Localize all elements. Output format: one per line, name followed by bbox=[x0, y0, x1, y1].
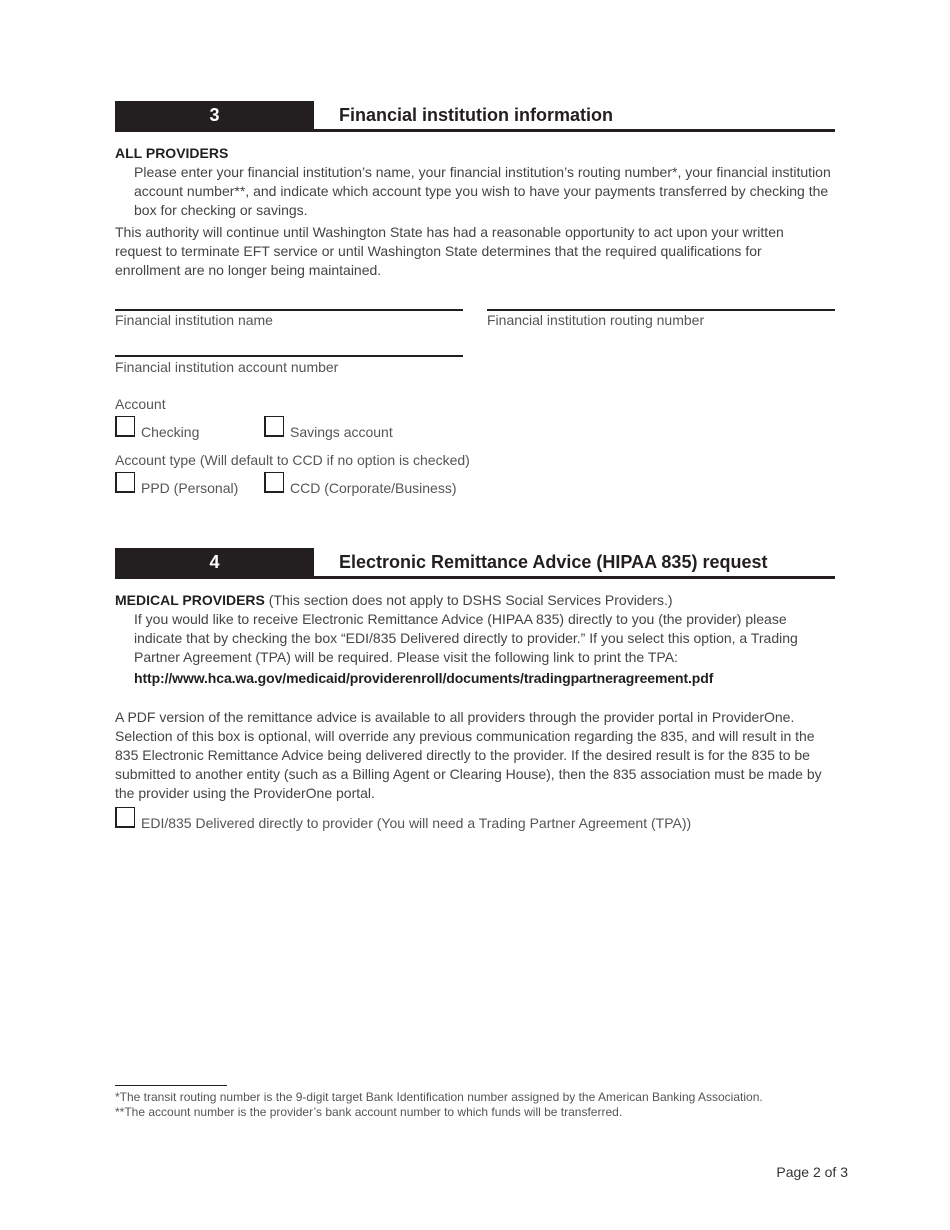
ppd-checkbox[interactable] bbox=[115, 472, 135, 493]
footnote-divider bbox=[115, 1085, 227, 1086]
section-3-instructions: Please enter your financial institution’s name, your financial institution’s routing number*, your financial institution account number**, and indicate which account type you wish to have your payments transferred by checking the box for checking or savings. bbox=[134, 164, 831, 218]
routing-number-label: Financial institution routing number bbox=[487, 312, 705, 328]
edi-835-checkbox[interactable] bbox=[115, 807, 135, 828]
account-number-label: Financial institution account number bbox=[115, 359, 339, 375]
ccd-label: CCD (Corporate/Business) bbox=[290, 480, 457, 496]
tpa-link[interactable]: http://www.hca.wa.gov/medicaid/providerenroll/documents/tradingpartneragreement.pdf bbox=[134, 670, 714, 686]
section-4-rule bbox=[115, 576, 835, 579]
medical-providers-label: MEDICAL PROVIDERS bbox=[115, 592, 265, 608]
section-4-title: Electronic Remittance Advice (HIPAA 835) request bbox=[339, 552, 768, 572]
medical-providers-note: (This section does not apply to DSHS Social Services Providers.) bbox=[264, 592, 673, 608]
account-number-field[interactable] bbox=[115, 355, 463, 357]
ppd-label: PPD (Personal) bbox=[141, 480, 239, 496]
savings-label: Savings account bbox=[290, 424, 393, 440]
section-3-number: 3 bbox=[115, 101, 314, 130]
footnote-account: **The account number is the provider’s bank account number to which funds will be transferred. bbox=[115, 1105, 623, 1119]
section-4-instructions: If you would like to receive Electronic Remittance Advice (HIPAA 835) directly to you (the provider) please indicate that by checking the box “EDI/835 Delivered directly to provider.” If you select this option, a Trading Partner Agreement (TPA) will be required. Please visit the following link to print the TPA: bbox=[134, 611, 798, 665]
pdf-remittance-text: A PDF version of the remittance advice is available to all providers through the provider portal in ProviderOne. Selection of this box is optional, will override any previous communication regarding the 835, and will result in the 835 Electronic Remittance Advice being delivered directly to the provider. If the desired result is for the 835 to be submitted to another entity (such as a Billing Agent or Clearing House), then the 835 association must be made by the provider using the ProviderOne portal. bbox=[115, 709, 822, 801]
section-3-rule bbox=[115, 129, 835, 132]
checking-checkbox[interactable] bbox=[115, 416, 135, 437]
account-label: Account bbox=[115, 396, 166, 412]
edi-835-label: EDI/835 Delivered directly to provider (You will need a Trading Partner Agreement (TPA)) bbox=[141, 815, 692, 831]
checking-label: Checking bbox=[141, 424, 200, 440]
medical-providers-heading bbox=[115, 591, 835, 610]
authority-text: This authority will continue until Washington State has had a reasonable opportunity to act upon your written request to terminate EFT service or until Washington State determines that the required qualifications for enrollment are no longer being maintained. bbox=[115, 224, 784, 278]
page-number: Page 2 of 3 bbox=[776, 1164, 848, 1180]
routing-number-field[interactable] bbox=[487, 309, 835, 311]
ccd-checkbox[interactable] bbox=[264, 472, 284, 493]
savings-checkbox[interactable] bbox=[264, 416, 284, 437]
institution-name-field[interactable] bbox=[115, 309, 463, 311]
footnote-routing: *The transit routing number is the 9-digit target Bank Identification number assigned by the American Banking Association. bbox=[115, 1090, 763, 1104]
institution-name-label: Financial institution name bbox=[115, 312, 273, 328]
section-3-header bbox=[115, 101, 835, 132]
account-type-label: Account type (Will default to CCD if no option is checked) bbox=[115, 452, 470, 468]
section-4-header bbox=[115, 548, 835, 579]
section-3-title: Financial institution information bbox=[339, 105, 613, 125]
all-providers-label: ALL PROVIDERS bbox=[115, 145, 229, 161]
section-4-number: 4 bbox=[115, 548, 314, 577]
